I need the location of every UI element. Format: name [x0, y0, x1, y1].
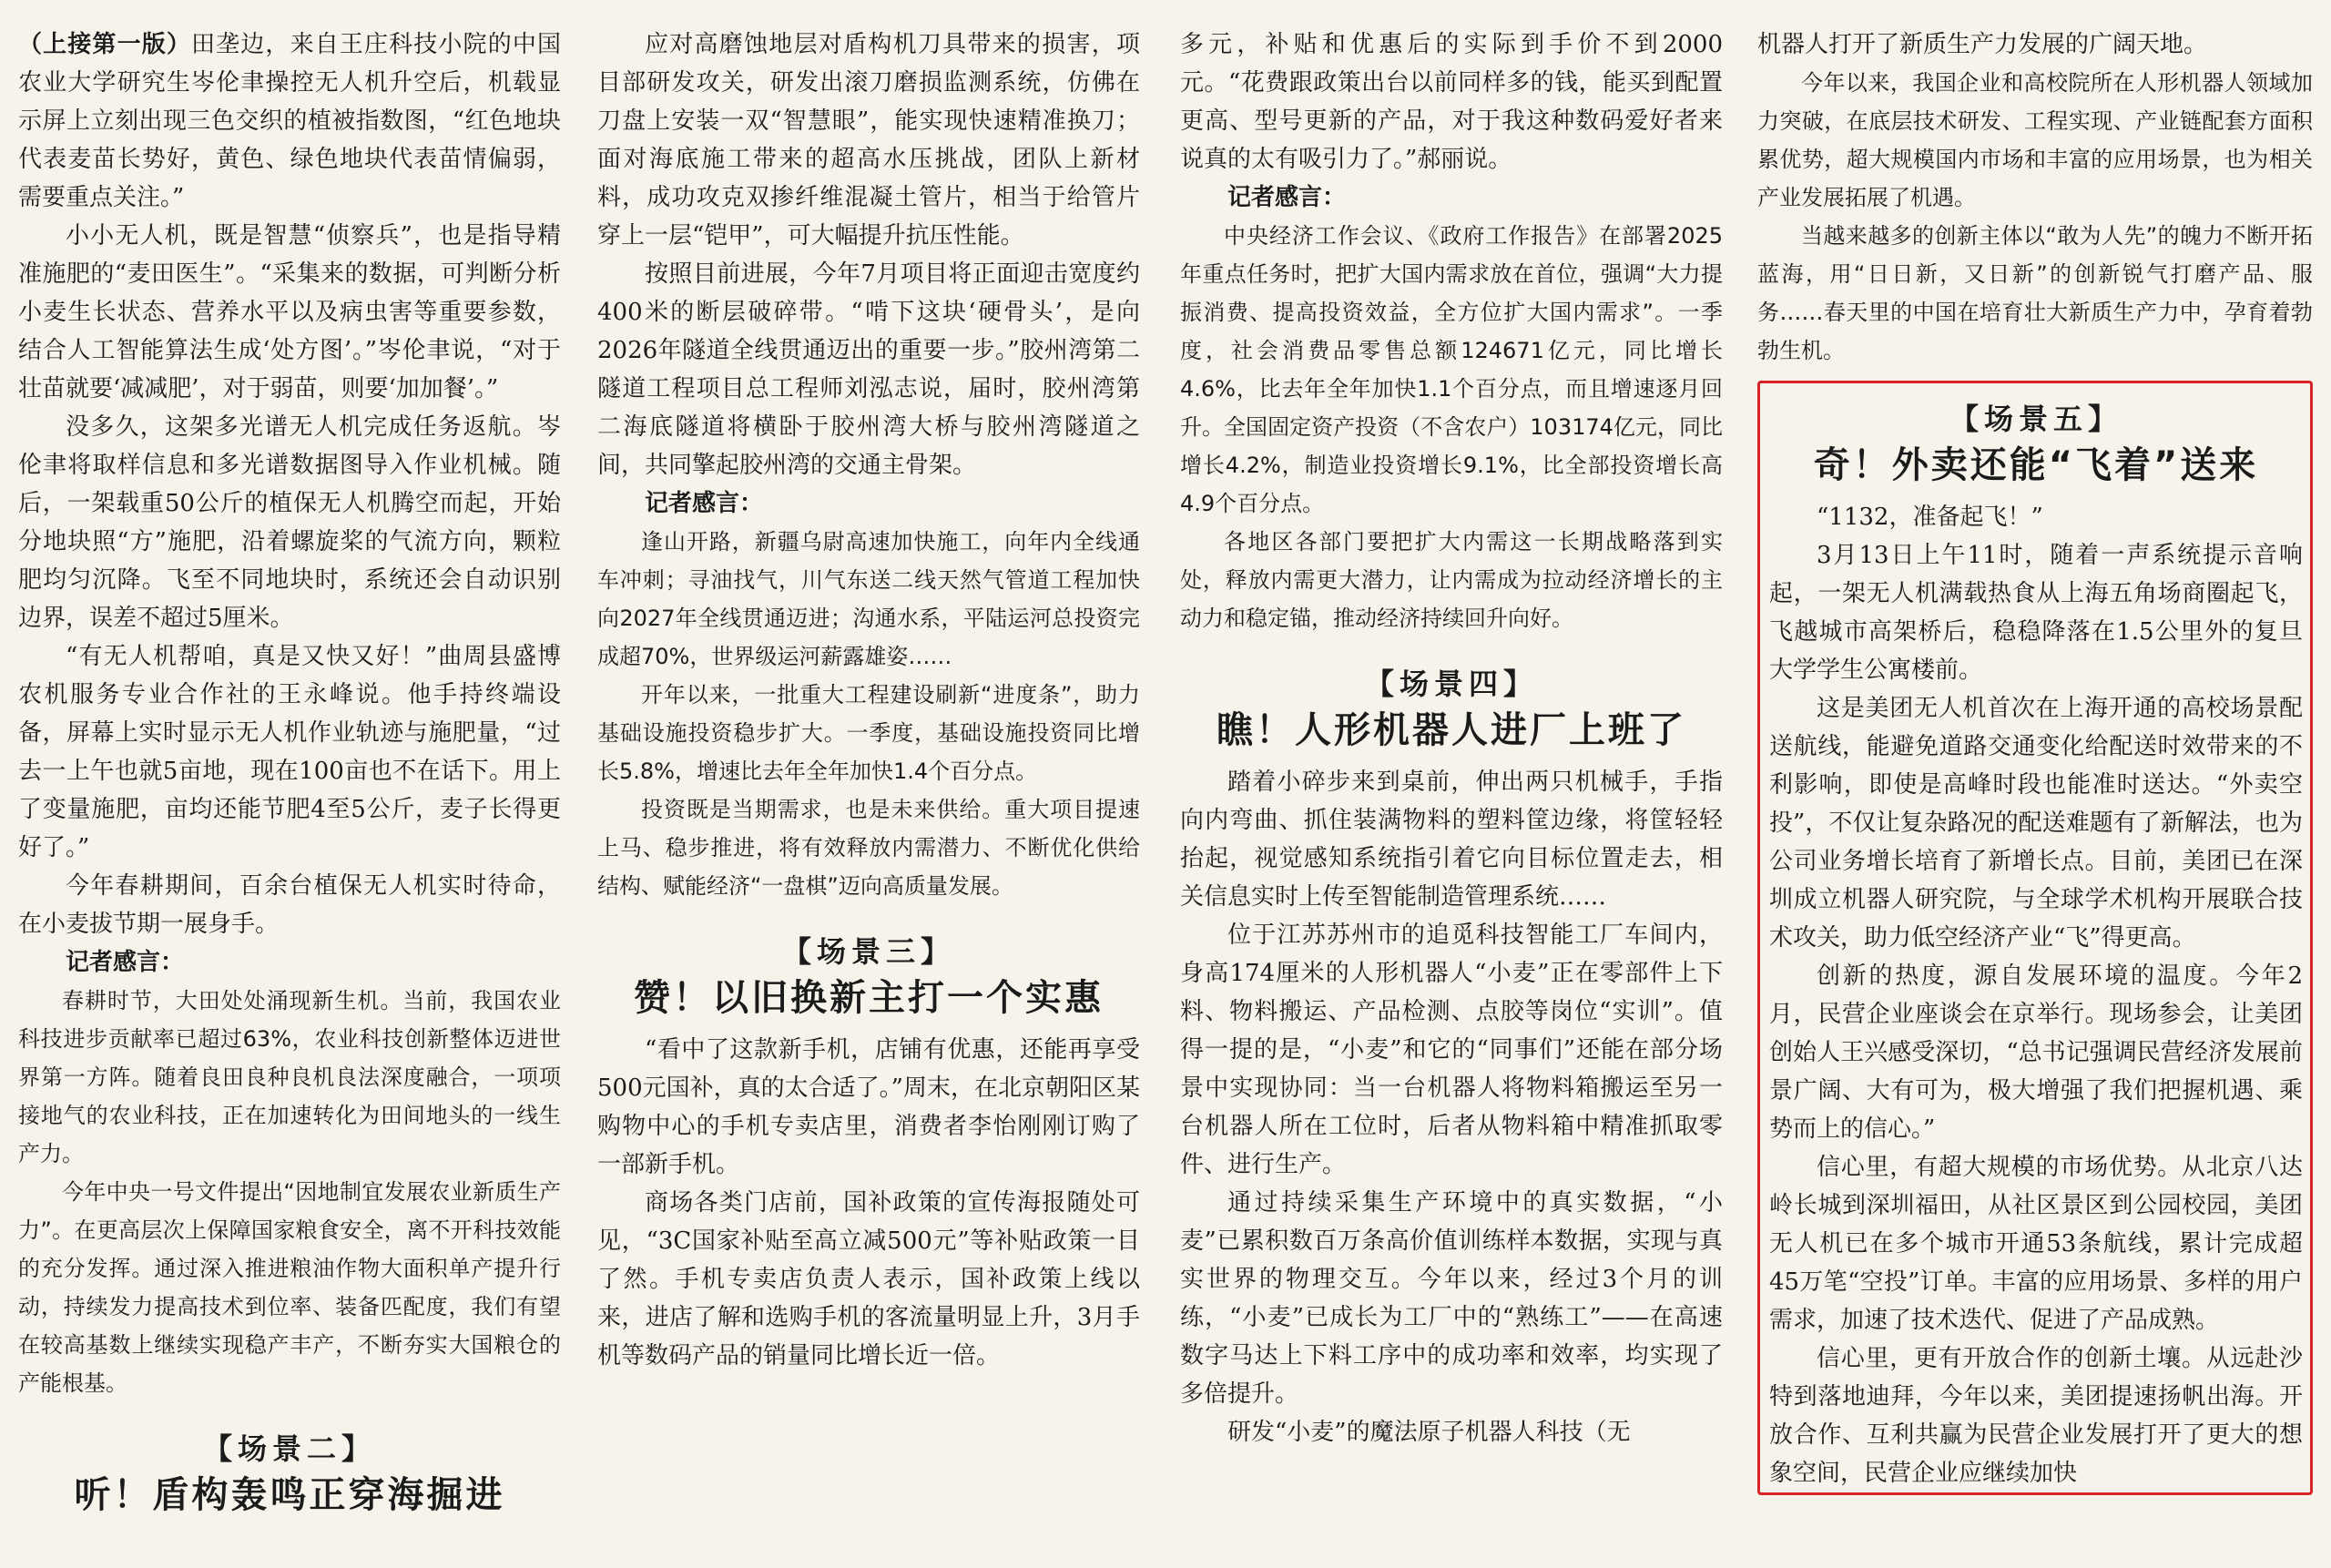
scene-heading — [18, 1430, 561, 1522]
reporter-note-label: 记者感言： — [645, 490, 764, 517]
paragraph: 按照目前进展，今年7月项目将正面迎击宽度约400米的断层破碎带。“啃下这块‘硬骨头’，是向2026年隧道全线贯通迈出的重要一步。”胶州湾第二隧道工程项目总工程师刘泓志说，届时，胶州湾第二海底隧道将横卧于胶州湾大桥与胶州湾隧道之间，共同擎起胶州湾的交通主骨架。 — [597, 260, 1140, 479]
paragraph: 机器人打开了新质生产力发展的广阔天地。 — [1757, 31, 2208, 58]
scene-label: 【场景三】 — [781, 934, 955, 969]
scene-label: 【场景四】 — [1364, 667, 1538, 701]
reporter-note: 春耕时节，大田处处涌现新生机。当前，我国农业科技进步贡献率已超过63%，农业科技创新整体迈进世界第一方阵。随着良田良种良机良法深度融合，一项项接地气的农业科技，正在加速转化为田间地头的一线生产力。 — [18, 988, 561, 1166]
paragraph: “1132，准备起飞！” — [1817, 504, 2043, 531]
reporter-note: 各地区各部门要把扩大内需这一长期战略落到实处，释放内需更大潜力，让内需成为拉动经济增长的主动力和稳定锚，推动经济持续回升向好。 — [1180, 529, 1723, 631]
column-1 — [18, 25, 561, 1568]
column-4 — [1757, 25, 2313, 1568]
reporter-note: 逢山开路，新疆乌尉高速加快施工，向年内全线通车冲刺；寻油找气，川气东送二线天然气管道工程加快向2027年全线贯通迈进；沟通水系，平陆运河总投资完成超70%，世界级运河薪露雄姿…… — [597, 529, 1140, 669]
scene-heading — [597, 932, 1140, 1025]
scene-title: 瞧！人形机器人进厂上班了 — [1216, 709, 1686, 751]
reporter-note: 当越来越多的创新主体以“敢为人先”的魄力不断开拓蓝海，用“日日新，又日新”的创新锐气打磨产品、服务……春天里的中国在培育壮大新质生产力中，孕育着勃勃生机。 — [1757, 223, 2313, 363]
paragraph: 通过持续采集生产环境中的真实数据，“小麦”已累积数百万条高价值训练样本数据，实现与真实世界的物理交互。今年以来，经过3个月的训练，“小麦”已成长为工厂中的“熟练工”——在高速数字马达上下料工序中的成功率和效率，均实现了多倍提升。 — [1180, 1189, 1723, 1408]
reporter-note-label: 记者感言： — [1227, 184, 1347, 211]
reporter-note: 开年以来，一批重大工程建设刷新“进度条”，助力基础设施投资稳步扩大。一季度，基础设施投资同比增长5.8%，增速比去年全年加快1.4个百分点。 — [597, 682, 1140, 784]
paragraph: 小小无人机，既是智慧“侦察兵”，也是指导精准施肥的“麦田医生”。“采集来的数据，可判断分析小麦生长状态、营养水平以及病虫害等重要参数，结合人工智能算法生成‘处方图’。”岑伦聿说，“对于壮苗就要‘减减肥’，对于弱苗，则要‘加加餐’。” — [18, 222, 561, 402]
paragraph: 多元，补贴和优惠后的实际到手价不到2000元。“花费跟政策出台以前同样多的钱，能买到配置更高、型号更新的产品，对于我这种数码爱好者来说真的太有吸引力了。”郝丽说。 — [1180, 31, 1723, 173]
paragraph: 创新的热度，源自发展环境的温度。今年2月，民营企业座谈会在京举行。现场参会，让美团创始人王兴感受深切，“总书记强调民营经济发展前景广阔、大有可为，极大增强了我们把握机遇、乘势而上的信心。” — [1769, 962, 2303, 1143]
paragraph: 信心里，更有开放合作的创新土壤。从远赴沙特到落地迪拜，今年以来，美团提速扬帆出海。开放合作、互利共赢为民营企业发展打开了更大的想象空间，民营企业应继续加快 — [1769, 1345, 2303, 1487]
reporter-note: 今年中央一号文件提出“因地制宜发展农业新质生产力”。在更高层次上保障国家粮食安全，离不开科技效能的充分发挥。通过深入推进粮油作物大面积单产提升行动，持续发力提高技术到位率、装备匹配度，我们有望在较高基数上继续实现稳产丰产，不断夯实大国粮仓的产能根基。 — [18, 1179, 561, 1396]
scene-title: 听！盾构轰鸣正穿海掘进 — [74, 1474, 505, 1516]
scene-title: 赞！以旧换新主打一个实惠 — [634, 977, 1104, 1019]
reporter-note: 今年以来，我国企业和高校院所在人形机器人领域加力突破，在底层技术研发、工程实现、产业链配套方面积累优势，超大规模国内市场和丰富的应用场景，也为相关产业发展拓展了机遇。 — [1757, 70, 2313, 210]
scene-five-box — [1757, 381, 2313, 1495]
continued-label: （上接第一版） — [18, 31, 191, 58]
scene-heading — [1769, 400, 2303, 493]
paragraph: 踏着小碎步来到桌前，伸出两只机械手，手指向内弯曲、抓住装满物料的塑料筐边缘，将筐轻轻抬起，视觉感知系统指引着它向目标位置走去，相关信息实时上传至智能制造管理系统…… — [1180, 769, 1723, 911]
paragraph: （上接第一版）田垄边，来自王庄科技小院的中国农业大学研究生岑伦聿操控无人机升空后，机载显示屏上立刻出现三色交织的植被指数图，“红色地块代表麦苗长势好，黄色、绿色地块代表苗情偏弱，需要重点关注。” — [18, 31, 561, 211]
scene-heading — [1180, 665, 1723, 758]
scene-title: 奇！外卖还能“飞着”送来 — [1813, 444, 2259, 486]
paragraph: 今年春耕期间，百余台植保无人机实时待命，在小麦拔节期一展身手。 — [18, 872, 561, 938]
scene-label: 【场景五】 — [1949, 402, 2122, 436]
paragraph: 信心里，有超大规模的市场优势。从北京八达岭长城到深圳福田，从社区景区到公园校园，美团无人机已在多个城市开通53条航线，累计完成超45万笔“空投”订单。丰富的应用场景、多样的用户需求，加速了技术迭代、促进了产品成熟。 — [1769, 1154, 2303, 1334]
paragraph: 3月13日上午11时，随着一声系统提示音响起，一架无人机满载热食从上海五角场商圈起飞，飞越城市高架桥后，稳稳降落在1.5公里外的复旦大学学生公寓楼前。 — [1769, 542, 2303, 684]
reporter-note: 中央经济工作会议、《政府工作报告》在部署2025年重点任务时，把扩大国内需求放在首位，强调“大力提振消费、提高投资效益，全方位扩大国内需求”。一季度，社会消费品零售总额124671亿元，同比增长4.6%，比去年全年加快1.1个百分点，而且增速逐月回升。全国固定资产投资（不含农户）103174亿元，同比增长4.2%，制造业投资增长9.1%，比全部投资增长高4.9个百分点。 — [1180, 223, 1723, 516]
paragraph: 商场各类门店前，国补政策的宣传海报随处可见，“3C国家补贴至高立减500元”等补贴政策一目了然。手机专卖店负责人表示，国补政策上线以来，进店了解和选购手机的客流量明显上升，3月手机等数码产品的销量同比增长近一倍。 — [597, 1189, 1140, 1369]
paragraph: 这是美团无人机首次在上海开通的高校场景配送航线，能避免道路交通变化给配送时效带来的不利影响，即使是高峰时段也能准时送达。“外卖空投”，不仅让复杂路况的配送难题有了新解法，也为公司业务增长培育了新增长点。目前，美团已在深圳成立机器人研究院，与全球学术机构开展联合技术攻关，助力低空经济产业“飞”得更高。 — [1769, 695, 2303, 952]
paragraph: 应对高磨蚀地层对盾构机刀具带来的损害，项目部研发攻关，研发出滚刀磨损监测系统，仿佛在刀盘上安装一双“智慧眼”，能实现快速精准换刀；面对海底施工带来的超高水压挑战，团队上新材料，成功攻克双掺纤维混凝土管片，相当于给管片穿上一层“铠甲”，可大幅提升抗压性能。 — [597, 31, 1140, 249]
paragraph: 位于江苏苏州市的追觅科技智能工厂车间内，身高174厘米的人形机器人“小麦”正在零部件上下料、物料搬运、产品检测、点胶等岗位“实训”。值得一提的是，“小麦”和它的“同事们”还能在部分场景中实现协同：当一台机器人将物料箱搬运至另一台机器人所在工位时，后者从物料箱中精准抓取零件、进行生产。 — [1180, 921, 1723, 1178]
column-2 — [597, 25, 1140, 1568]
reporter-note: 投资既是当期需求，也是未来供给。重大项目提速上马、稳步推进，将有效释放内需潜力、不断优化供给结构、赋能经济“一盘棋”迈向高质量发展。 — [597, 797, 1140, 899]
reporter-note-label: 记者感言： — [66, 949, 185, 976]
column-3 — [1180, 25, 1723, 1568]
paragraph: 研发“小麦”的魔法原子机器人科技（无 — [1227, 1419, 1631, 1446]
paragraph: “看中了这款新手机，店铺有优惠，还能再享受500元国补，真的太合适了。”周末，在北京朝阳区某购物中心的手机专卖店里，消费者李怡刚刚订购了一部新手机。 — [597, 1036, 1140, 1178]
paragraph: 没多久，这架多光谱无人机完成任务返航。岑伦聿将取样信息和多光谱数据图导入作业机械。随后，一架载重50公斤的植保无人机腾空而起，开始分地块照“方”施肥，沿着螺旋桨的气流方向，颗粒肥均匀沉降。飞至不同地块时，系统还会自动识别边界，误差不超过5厘米。 — [18, 413, 561, 632]
scene-label: 【场景二】 — [202, 1431, 376, 1466]
paragraph: “有无人机帮咱，真是又快又好！”曲周县盛博农机服务专业合作社的王永峰说。他手持终端设备，屏幕上实时显示无人机作业轨迹与施肥量，“过去一上午也就5亩地，现在100亩也不在话下。用上了变量施肥，亩均还能节肥4至5公斤，麦子长得更好了。” — [18, 643, 561, 861]
